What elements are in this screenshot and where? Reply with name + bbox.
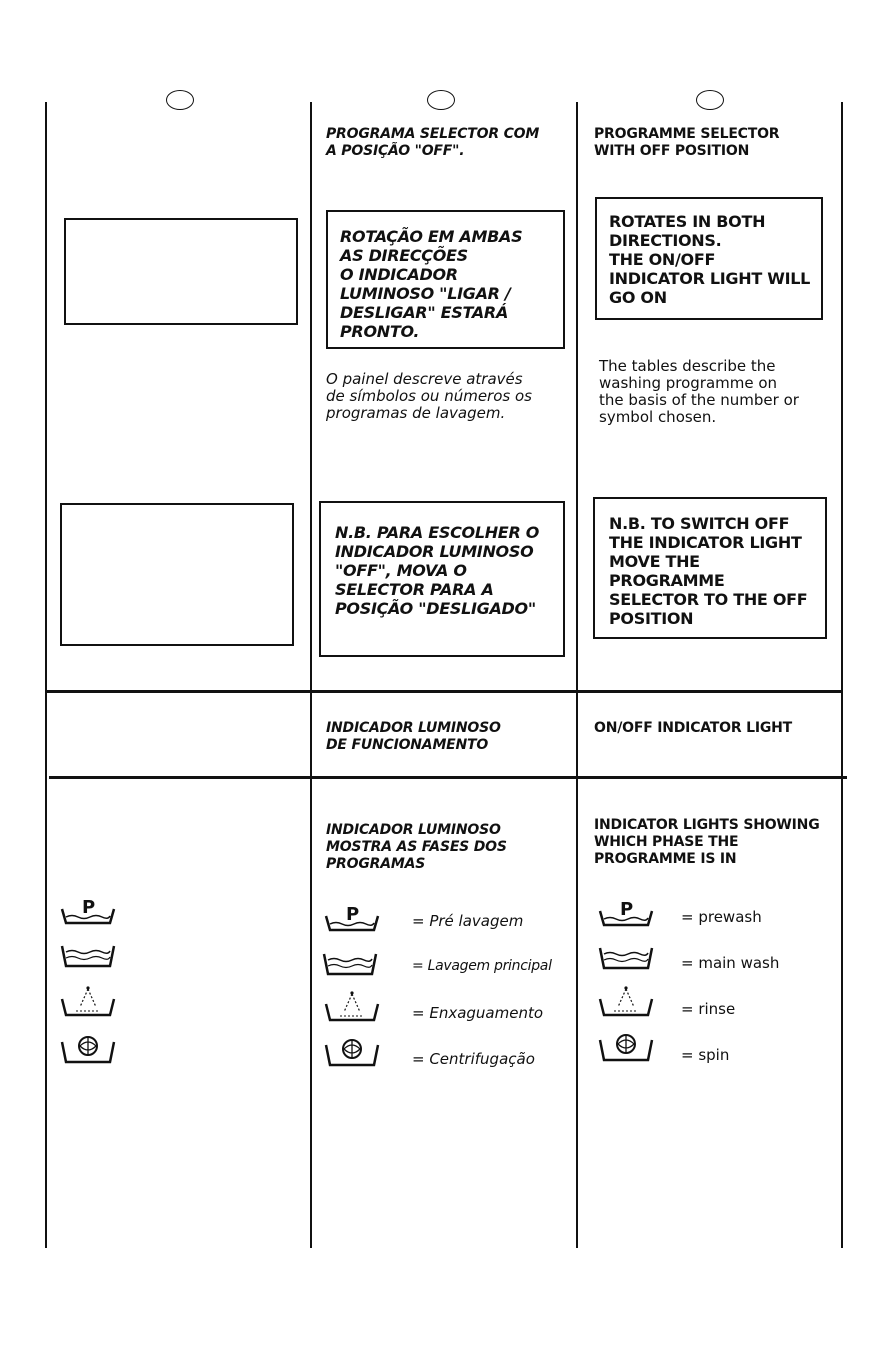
pt-nb-box: [319, 501, 565, 657]
pt-nb-text: N.B. PARA ESCOLHER O INDICADOR LUMINOSO "OFF", MOVA O SELECTOR PARA A POSIÇÃO "DESLIGADO": [335, 523, 540, 618]
en-nb-text: N.B. TO SWITCH OFF THE INDICATOR LIGHT MOVE THE PROGRAMME SELECTOR TO THE OFF POSITION: [609, 514, 808, 628]
column-rule-mid-right: [576, 102, 578, 1248]
empty-rotation-box: [64, 218, 298, 325]
en-rotation-box: [595, 197, 823, 320]
spin-icon: [598, 1030, 658, 1066]
column-rule-right: [841, 102, 843, 1248]
pt-legend-prewash: = Pré lavagem: [412, 912, 524, 930]
en-nb-box: [593, 497, 827, 639]
pt-rotation-text: ROTAÇÃO EM AMBAS AS DIRECÇÕES O INDICADOR LUMINOSO "LIGAR / DESLIGAR" ESTARÁ PRONTO.: [340, 227, 523, 341]
section-rule-upper: [45, 690, 843, 693]
rinse-icon: [324, 990, 384, 1026]
en-legend-main-wash: = main wash: [681, 954, 780, 972]
language-circle-2: [427, 90, 455, 110]
spin-icon: [60, 1032, 120, 1068]
pt-selector-heading: PROGRAMA SELECTOR COM A POSIÇÃO "OFF".: [326, 126, 540, 159]
column-rule-mid-left: [310, 102, 312, 1248]
en-indicator-heading: ON/OFF INDICATOR LIGHT: [594, 720, 793, 736]
main-wash-icon: [322, 948, 382, 984]
prewash-letter: P: [82, 897, 96, 918]
prewash-letter: P: [346, 904, 360, 925]
pt-phases-heading: INDICADOR LUMINOSO MOSTRA AS FASES DOS PROGRAMAS: [326, 822, 507, 872]
pt-panel-text: O painel descreve através de símbolos ou números os programas de lavagem.: [326, 370, 532, 422]
en-rotation-text: ROTATES IN BOTH DIRECTIONS. THE ON/OFF INDICATOR LIGHT WILL GO ON: [609, 212, 811, 307]
section-rule-lower: [49, 776, 847, 779]
language-circle-1: [166, 90, 194, 110]
pt-legend-rinse: = Enxaguamento: [412, 1004, 544, 1022]
spin-icon: [324, 1035, 384, 1071]
pt-indicator-heading: INDICADOR LUMINOSO DE FUNCIONAMENTO: [326, 720, 501, 753]
en-legend-spin: = spin: [681, 1046, 730, 1064]
rinse-icon: [60, 985, 120, 1021]
main-wash-icon: [598, 942, 658, 978]
language-circle-3: [696, 90, 724, 110]
pt-legend-main-wash: = Lavagem principal: [412, 958, 552, 974]
main-wash-icon: [60, 940, 120, 976]
en-phases-heading: INDICATOR LIGHTS SHOWING WHICH PHASE THE PROGRAMME IS IN: [594, 817, 820, 867]
prewash-icon: [324, 900, 384, 936]
prewash-icon: [60, 893, 120, 929]
en-legend-prewash: = prewash: [681, 908, 762, 926]
prewash-icon: [598, 895, 658, 931]
column-rule-left: [45, 102, 47, 1248]
en-panel-text: The tables describe the washing programme on the basis of the number or symbol chosen.: [599, 357, 799, 426]
pt-rotation-box: [326, 210, 565, 349]
rinse-icon: [598, 985, 658, 1021]
empty-nb-box: [60, 503, 294, 646]
pt-legend-spin: = Centrifugação: [412, 1050, 535, 1068]
en-selector-heading: PROGRAMME SELECTOR WITH OFF POSITION: [594, 126, 780, 159]
prewash-letter: P: [620, 899, 634, 920]
en-legend-rinse: = rinse: [681, 1000, 736, 1018]
